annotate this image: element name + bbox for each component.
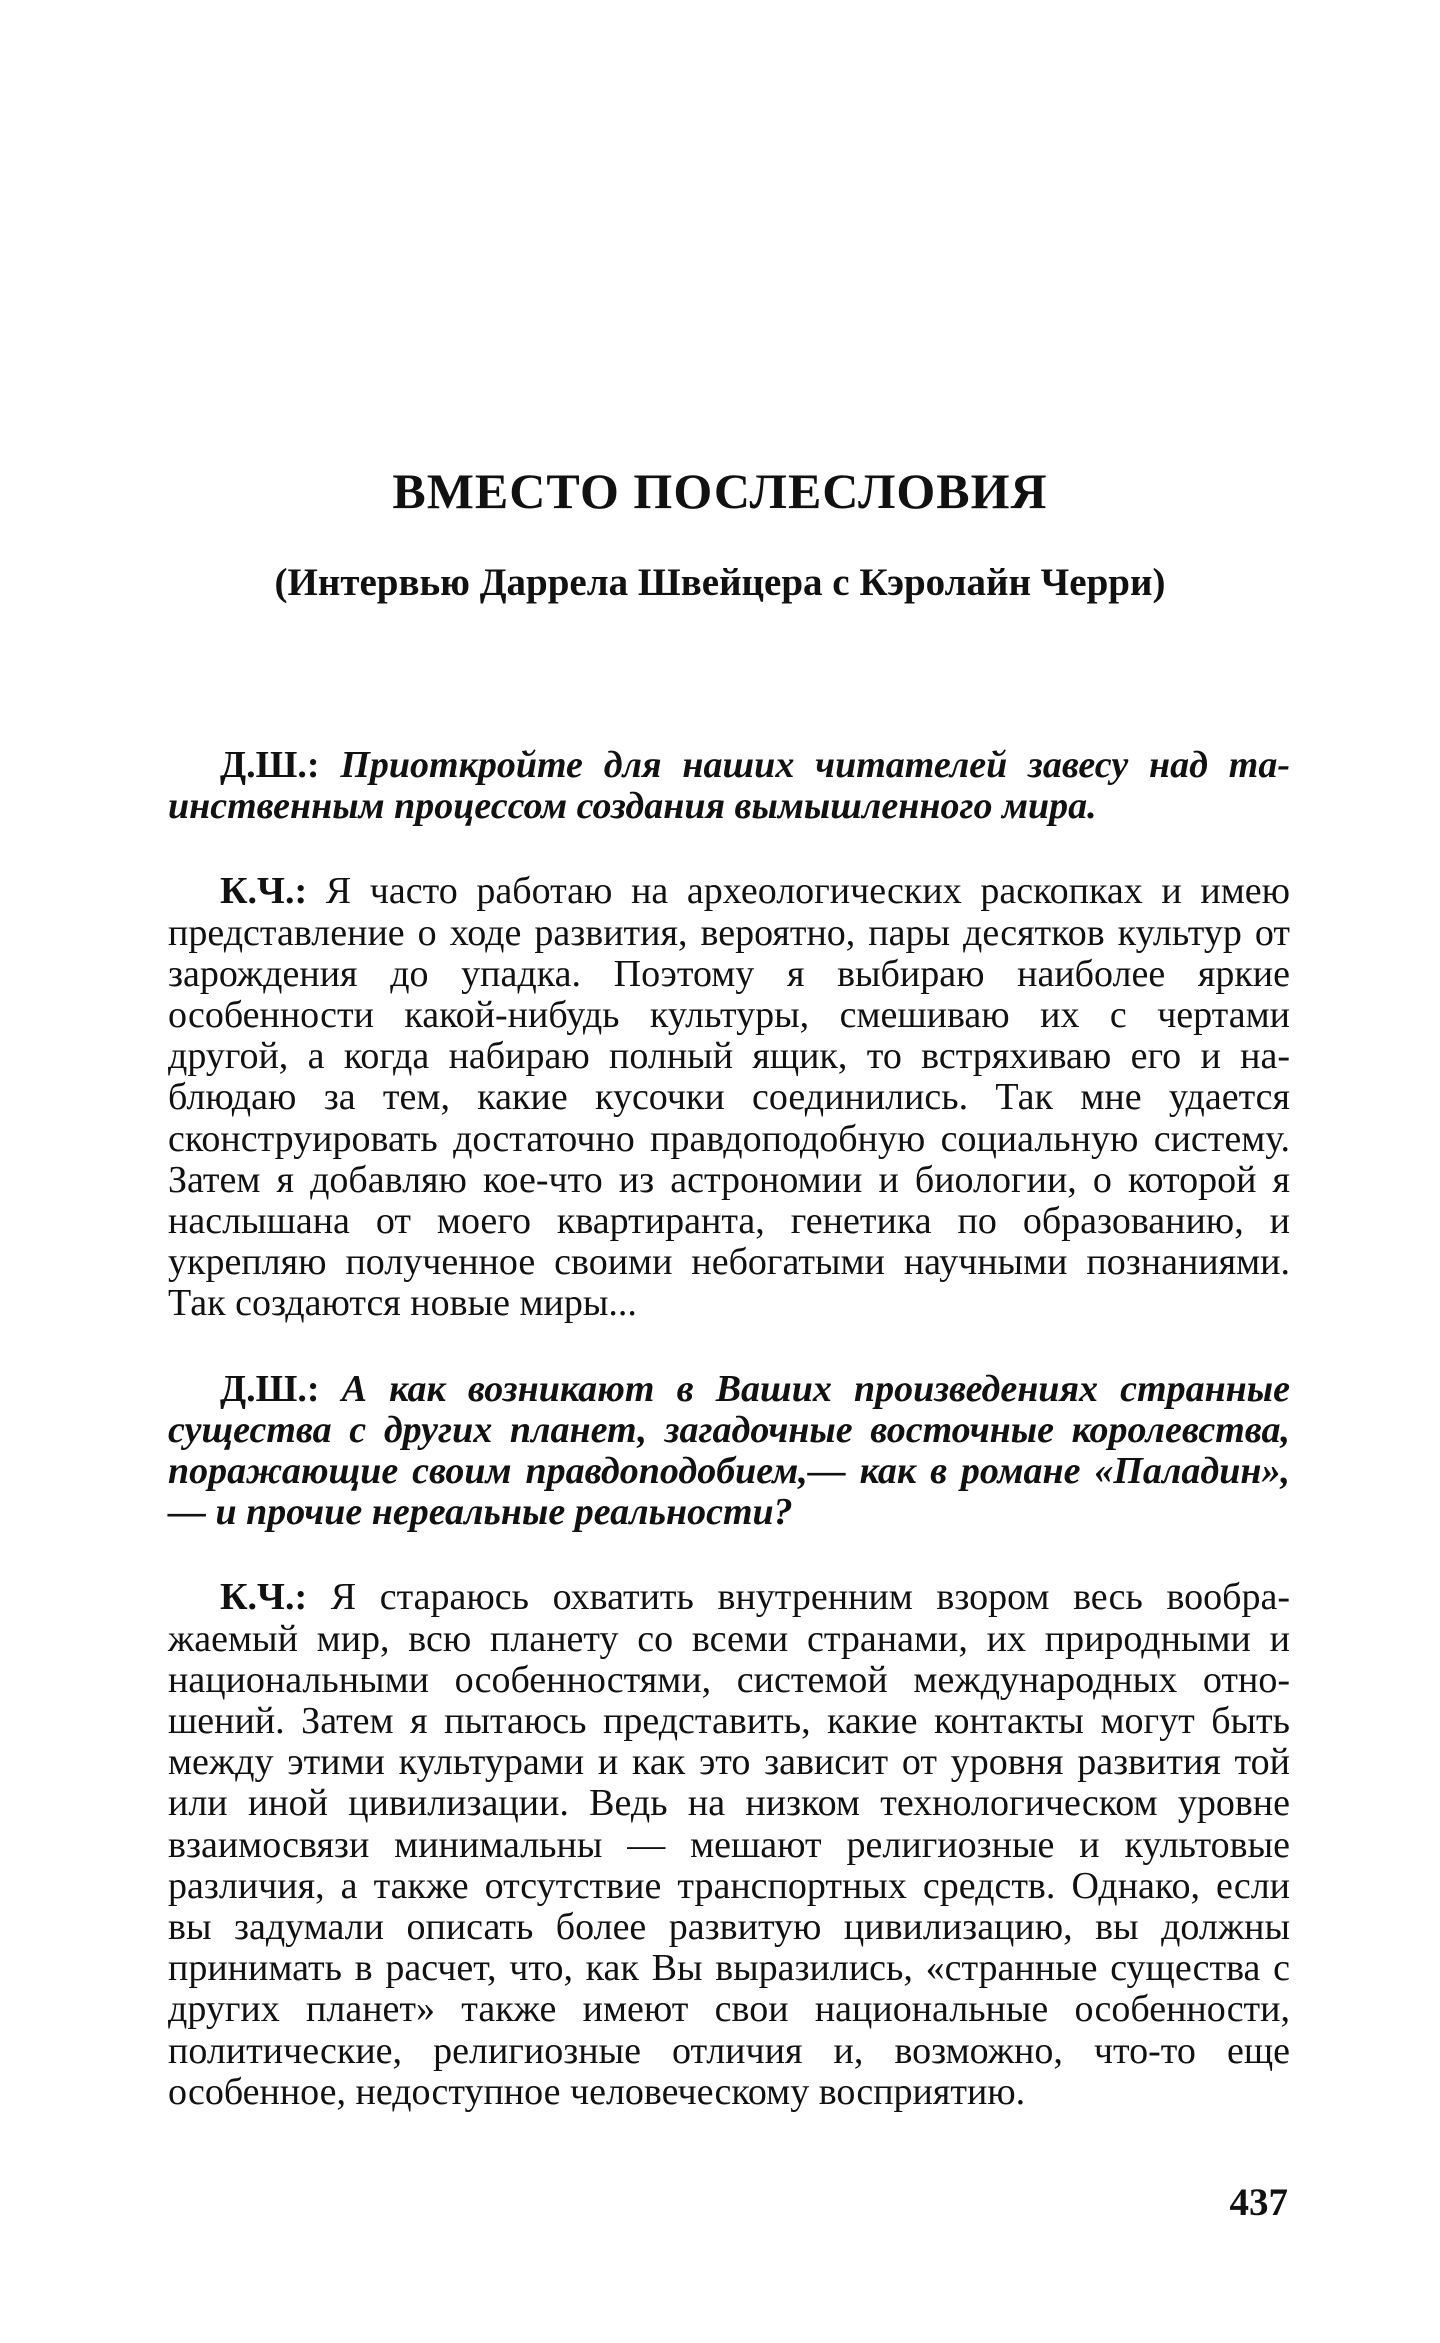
interview-question (168, 745, 1290, 827)
interview-answer (168, 871, 1290, 1324)
speaker-label: Д.Ш.: (220, 744, 320, 786)
speaker-label: К.Ч.: (220, 870, 308, 913)
interview-question (168, 1369, 1290, 1534)
speaker-label: Д.Ш.: (220, 1367, 320, 1410)
chapter-title: ВМЕСТО ПОСЛЕСЛОВИЯ (392, 463, 1048, 519)
interview-body (168, 745, 1290, 2113)
question-text: Приоткройте для наших читателей завесу над таинственным процессом создания вымышленного мира. (168, 744, 1290, 828)
answer-text: Я часто работаю на археологических раскопках и имею представление о ходе развития, вероятно, пары десятков культур от зарождения до упадка. Поэтому я выбираю наиболее яркие особенности какой-нибудь культуры, смешиваю их с чертами другой, а когда набираю полный ящик, то встряхиваю его и наблюдаю за тем, какие кусочки соединились. Так мне удается сконструировать достаточно правдоподобную социальную систему. Затем я добавляю кое-что из астрономии и биологии, о которой я наслышана от моего квартиранта, генетика по образованию, и укрепляю полученное своими небогатыми научными познаниями. Так создаются новые миры... (168, 870, 1290, 1325)
question-text: А как возникают в Ваших произведениях странные существа с других планет, загадочные восточные королевства, поражающие своим правдоподобием,— как в романе «Паладин»,— и прочие нереальные реальности? (168, 1367, 1290, 1534)
answer-text: Я стараюсь охватить внутренним взором весь воображаемый мир, всю планету со всеми странами, их природными и национальными особенностями, системой международных отношений. Затем я пытаюсь представить, какие контакты могут быть между этими культурами и как это зависит от уровня развития той или иной цивилизации. Ведь на низком технологическом уровне взаимосвязи минимальны — мешают религиозные и культовые различия, а также отсутствие транспортных средств. Однако, если вы задумали описать более развитую цивилизацию, вы должны принимать в расчет, что, как Вы выразились, «странные существа с других планет» также имеют свои национальные особенности, политические, религиозные отличия и, возможно, что-то еще особенное, недоступное человеческому восприятию. (168, 1576, 1290, 2113)
page-number: 437 (1229, 2181, 1288, 2224)
speaker-label: К.Ч.: (220, 1576, 308, 1619)
chapter-subtitle: (Интервью Даррела Швейцера с Кэролайн Черри) (274, 561, 1166, 604)
interview-answer (168, 1577, 1290, 2113)
